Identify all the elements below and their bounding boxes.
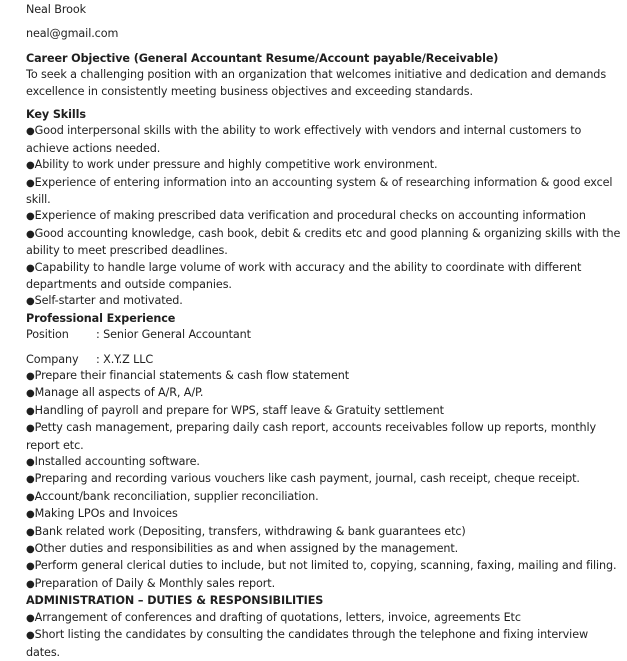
duty-item: ●Account/bank reconciliation, supplier reconciliation. (26, 489, 319, 503)
bullet-icon: ● (26, 177, 35, 189)
duty-item: ●Preparation of Daily & Monthly sales report. (26, 576, 276, 590)
duty-item: ●Preparing and recording various vouchers like cash payment, journal, cash receipt, cheque receipt. (26, 472, 580, 486)
skill-item: ●Ability to work under pressure and highly competitive work environment. (26, 158, 438, 172)
skill-item: ●Good accounting knowledge, cash book, debit & credits etc and good planning & organizing skills with the ability to meet prescribed deadlines. (26, 226, 621, 258)
objective-heading: Career Objective (General Accountant Resume/Account payable/Receivable) (26, 51, 499, 65)
bullet-icon: ● (26, 388, 35, 400)
bullet-icon: ● (26, 630, 35, 642)
bullet-icon: ● (26, 211, 35, 223)
bullet-icon: ● (26, 405, 35, 417)
duty-item: ●Manage all aspects of A/R, A/P. (26, 386, 204, 400)
bullet-icon: ● (26, 371, 35, 383)
objective-text: To seek a challenging position with an organization that welcomes initiative and dedication and demands excellence in consistently meeting business objectives and exceeding standards. (26, 68, 607, 98)
bullet-icon: ● (26, 296, 35, 308)
admin-heading: ADMINISTRATION – DUTIES & RESPONSIBILITIES (26, 594, 324, 608)
duty-item: ●Bank related work (Depositing, transfers, withdrawing & bank guarantees etc) (26, 524, 466, 538)
bullet-icon: ● (26, 561, 35, 573)
bullet-icon: ● (26, 544, 35, 556)
bullet-icon: ● (26, 474, 35, 486)
bullet-icon: ● (26, 491, 35, 503)
bullet-icon: ● (26, 228, 35, 240)
duty-item: ●Petty cash management, preparing daily cash report, accounts receivables follow up reports, monthly report etc. (26, 421, 597, 452)
skills-heading: Key Skills (26, 107, 86, 121)
duty-item: ●Other duties and responsibilities as and when assigned by the management. (26, 542, 459, 556)
bullet-icon: ● (26, 262, 35, 274)
duty-item: ●Making LPOs and Invoices (26, 507, 178, 521)
company-value: : X.Y.Z LLC (96, 352, 154, 366)
bullet-icon: ● (26, 612, 35, 624)
duty-item: ●Prepare their financial statements & cash flow statement (26, 369, 350, 383)
skill-item: ●Experience of making prescribed data verification and procedural checks on accounting information (26, 209, 586, 223)
bullet-icon: ● (26, 509, 35, 521)
bullet-icon: ● (26, 526, 35, 538)
duty-item: ●Handling of payroll and prepare for WPS, staff leave & Gratuity settlement (26, 403, 444, 417)
bullet-icon: ● (26, 578, 35, 590)
admin-list (26, 610, 624, 661)
bullet-icon: ● (26, 423, 35, 435)
company-row (26, 352, 624, 368)
duty-item: ●Perform general clerical duties to include, but not limited to, copying, scanning, faxing, mailing and filing. (26, 559, 617, 573)
duty-item: ●Installed accounting software. (26, 455, 200, 469)
bullet-icon: ● (26, 126, 35, 138)
company-label: Company (26, 352, 79, 366)
admin-item: ●Short listing the candidates by consulting the candidates through the telephone and fixing interview dates. (26, 628, 589, 659)
candidate-name: Neal Brook (26, 3, 86, 16)
experience-heading: Professional Experience (26, 311, 176, 325)
skill-item: ●Capability to handle large volume of work with accuracy and the ability to coordinate with different departments and outside companies. (26, 260, 582, 292)
admin-item: ●Arrangement of conferences and drafting of quotations, letters, invoice, agreements Etc (26, 610, 521, 624)
experience-list (26, 368, 624, 593)
skill-item: ●Experience of entering information into an accounting system & of researching information & good excel skill. (26, 175, 613, 206)
skill-item: ●Self-starter and motivated. (26, 294, 183, 308)
bullet-icon: ● (26, 457, 35, 469)
skills-list (26, 123, 624, 310)
skill-item: ●Good interpersonal skills with the ability to work effectively with vendors and internal customers to achieve actions needed. (26, 124, 582, 155)
position-label: Position (26, 328, 69, 342)
candidate-email: neal@gmail.com (26, 27, 119, 41)
bullet-icon: ● (26, 160, 35, 172)
position-value: : Senior General Accountant (96, 328, 251, 342)
resume-document (26, 0, 624, 661)
position-row (26, 327, 624, 343)
